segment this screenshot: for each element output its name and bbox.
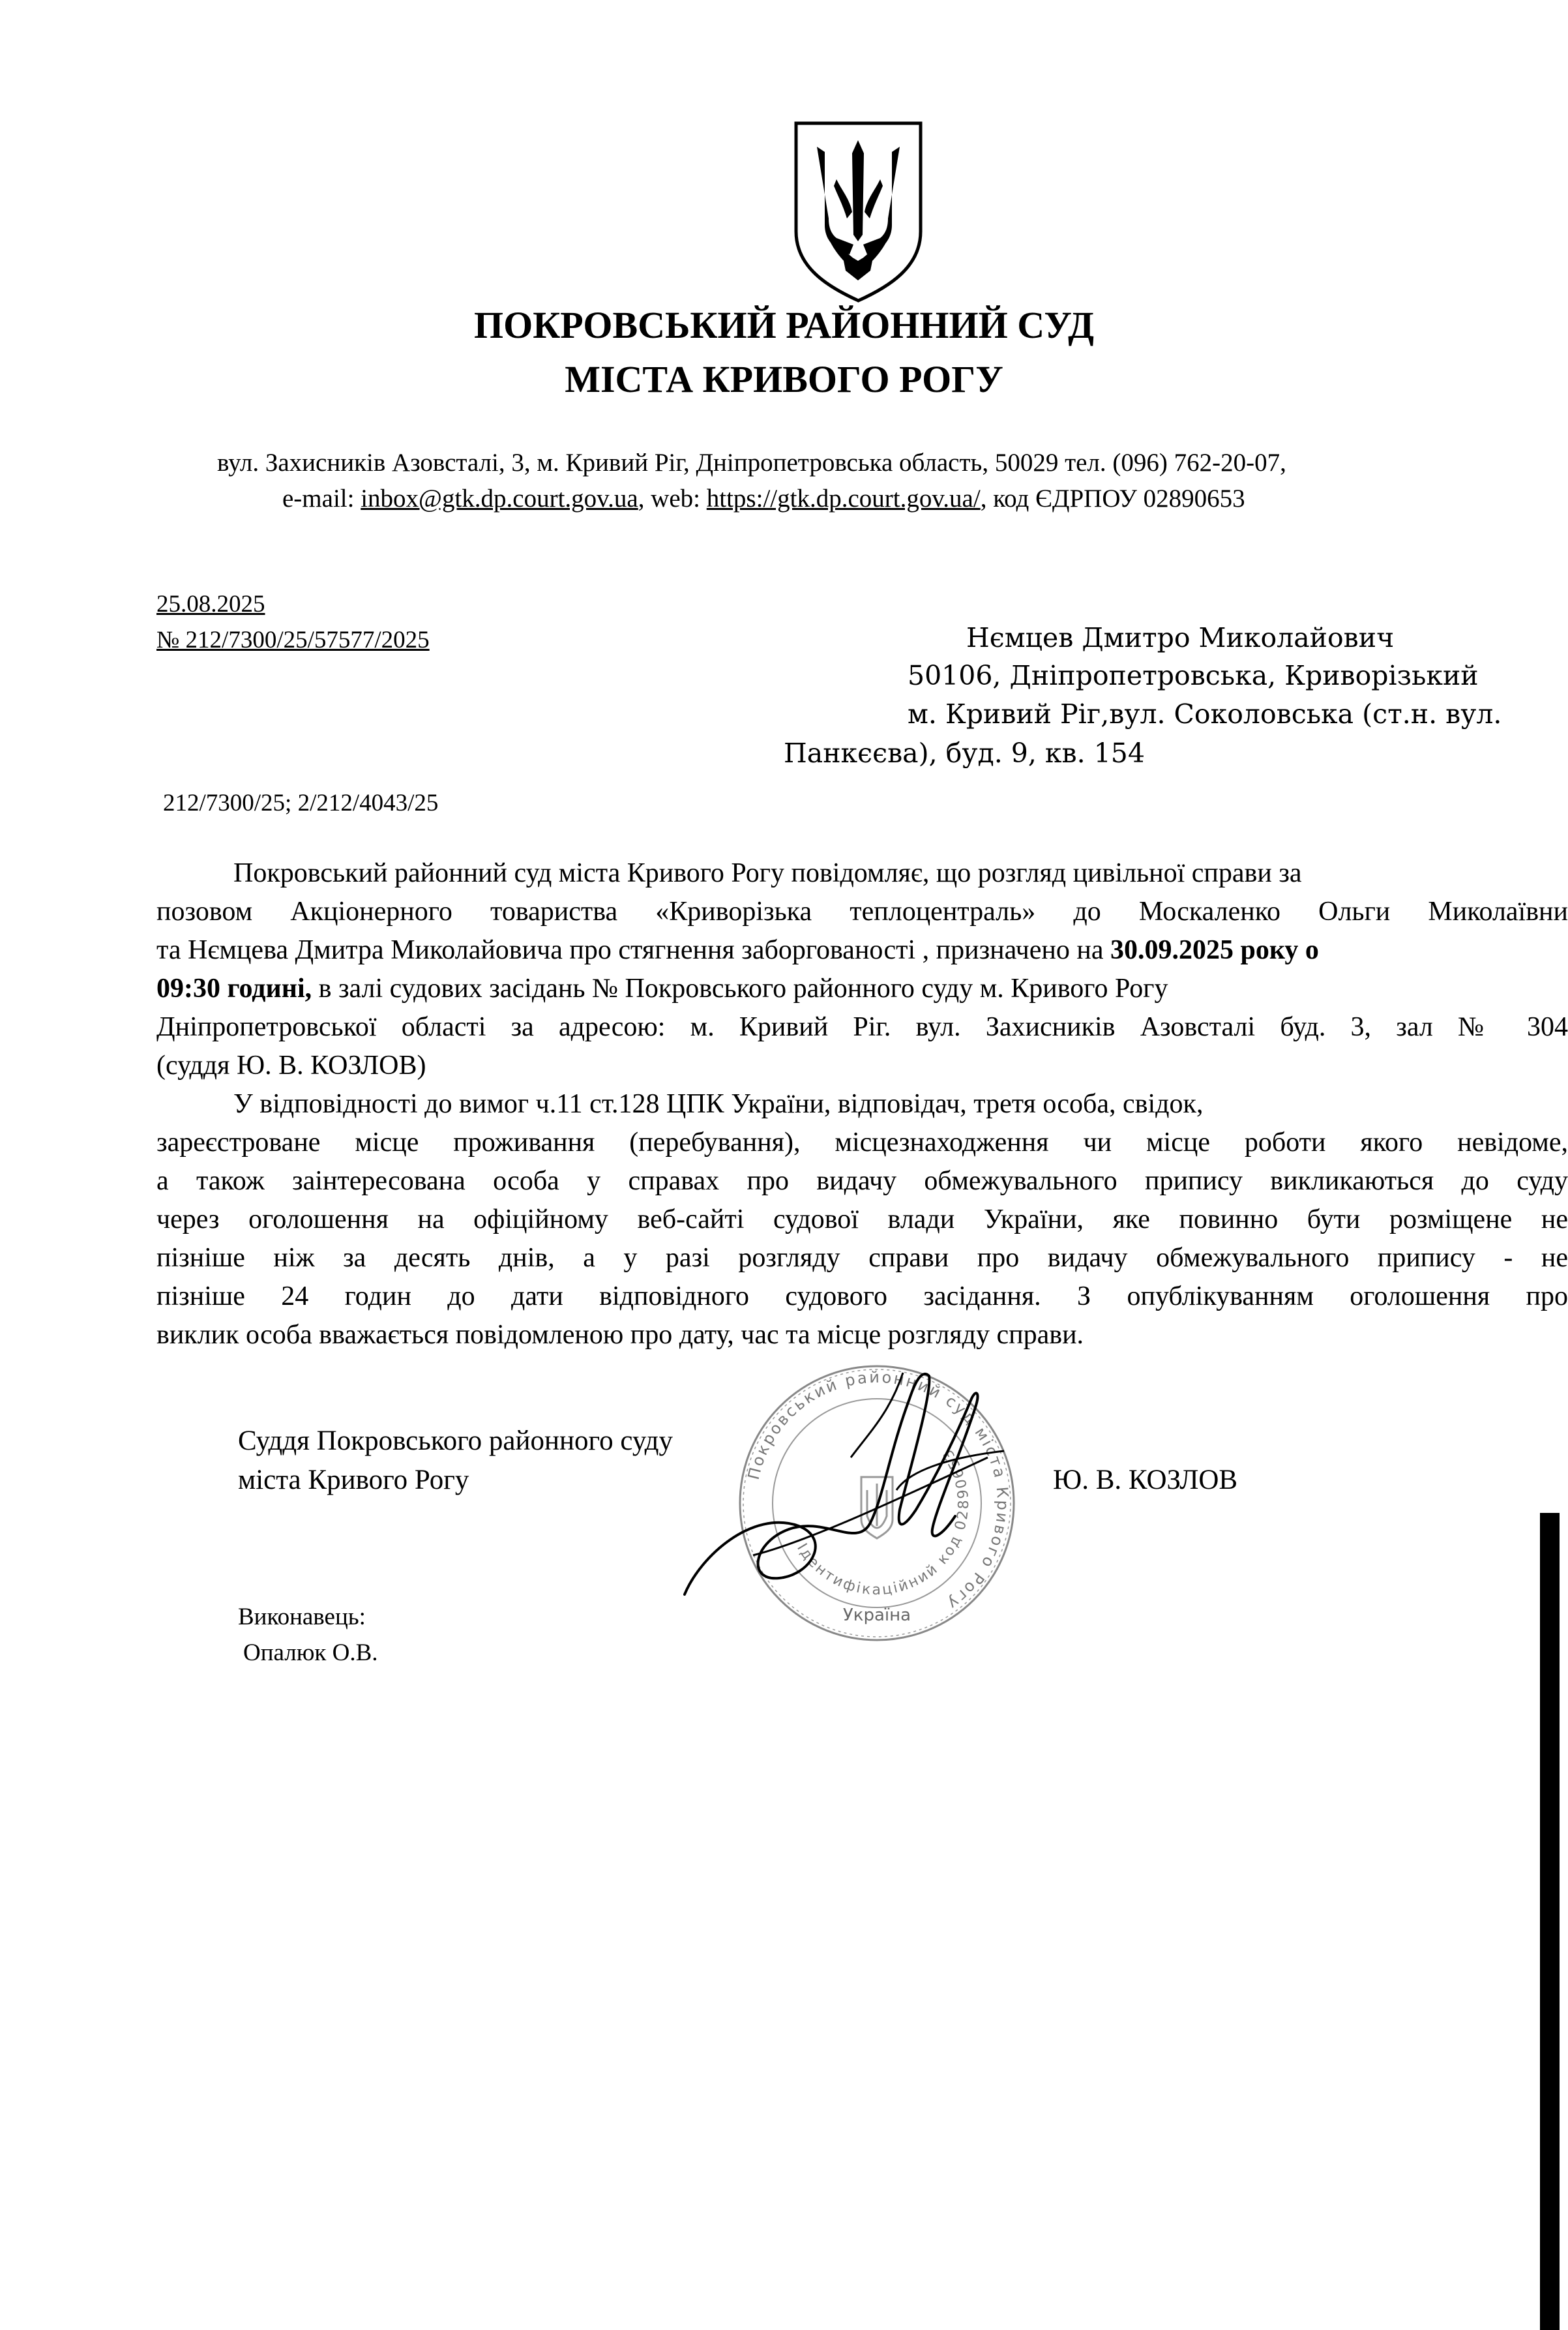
recipient-address-line2: 50106, Дніпропетровська, Криворізький (908, 660, 1479, 691)
coat-of-arms-icon (791, 121, 926, 303)
paragraph2-line2: зареєстроване місце проживання (перебування), місцезнаходження чи місце роботи якого невідоме, (156, 1128, 1568, 1158)
signer-title-line1: Суддя Покровського районного суду (238, 1426, 673, 1456)
letter-date: 25.08.2025 (156, 591, 265, 618)
executor-name: Опалюк О.В. (243, 1639, 378, 1666)
court-address: вул. Захисників Азовсталі, 3, м. Кривий Ріг, Дніпропетровська область, 50029 тел. (096) 762-20-07, (217, 449, 1286, 477)
seal-outer-text: Покровський районний суд міста Кривого Рогу (744, 1367, 1013, 1615)
case-numbers: 212/7300/25; 2/212/4043/25 (163, 790, 439, 816)
email-link[interactable]: inbox@gtk.dp.court.gov.ua (361, 485, 638, 513)
paragraph2-line1: У відповідності до вимог ч.11 ст.128 ЦПК України, відповідач, третя особа, свідок, (233, 1089, 1204, 1119)
paragraph2-line4: через оголошення на офіційному веб-сайті судової влади України, яке повинно бути розміщене не (156, 1204, 1568, 1234)
web-prefix: , web: (638, 485, 707, 513)
edrpou-code: , код ЄДРПОУ 02890653 (980, 485, 1245, 513)
judge-name: Ю. В. КОЗЛОВ (1053, 1465, 1238, 1495)
recipient-address-line3: м. Кривий Ріг,вул. Соколовська (ст.н. вул. (908, 698, 1502, 730)
paragraph1-line4-text: в залі судових засідань № Покровського районного суду м. Кривого Рогу (312, 974, 1168, 1004)
paragraph1-line1: Покровський районний суд міста Кривого Рогу повідомляє, що розгляд цивільної справи за (233, 858, 1302, 888)
recipient-name: Нємцев Дмитро Миколайович (966, 622, 1395, 653)
paragraph2-line3: а також заінтересована особа у справах про видачу обмежувального припису викликаються до суду (156, 1166, 1568, 1196)
seal-country-text: Україна (842, 1606, 911, 1625)
paragraph2-line5: пізніше ніж за десять днів, а у разі розгляду справи про видачу обмежувального припису - не (156, 1243, 1568, 1273)
paragraph1-line2: позовом Акціонерного товариства «Криворізька теплоцентраль» до Москаленко Ольги Миколаївни (156, 897, 1568, 927)
recipient-address-line4: Панкєєва), буд. 9, кв. 154 (784, 738, 1145, 769)
scan-edge-shadow (1540, 1513, 1560, 2330)
paragraph2-line6: пізніше 24 годин до дати відповідного судового засідання. З опублікуванням оголошення про (156, 1281, 1568, 1311)
seal-code-text: Ідентифікаційний код 02890653 (793, 1444, 973, 1599)
paragraph1-line4 (156, 970, 1168, 1008)
court-contacts (282, 486, 1245, 511)
court-name-line1: ПОКРОВСЬКИЙ РАЙОННИЙ СУД (474, 304, 1094, 346)
signer-title-line2: міста Кривого Рогу (238, 1465, 469, 1495)
paragraph1-line5: Дніпропетровської області за адресою: м. Кривий Ріг. вул. Захисників Азовсталі буд. 3, зал № 304 (156, 1012, 1568, 1042)
court-name-line2: МІСТА КРИВОГО РОГУ (565, 358, 1003, 400)
hearing-date: 30.09.2025 року о (1110, 935, 1319, 965)
outgoing-number: № 212/7300/25/57577/2025 (156, 627, 430, 653)
paragraph2-line7: виклик особа вважається повідомленою про дату, час та місце розгляду справи. (156, 1320, 1084, 1350)
executor-label: Виконавець: (238, 1604, 366, 1630)
hearing-time: 09:30 годині, (156, 974, 312, 1004)
website-link[interactable]: https://gtk.dp.court.gov.ua/ (706, 485, 981, 513)
email-prefix: e-mail: (282, 485, 361, 513)
paragraph1-line6: (суддя Ю. В. КОЗЛОВ) (156, 1051, 426, 1081)
handwritten-signature (675, 1360, 1014, 1607)
paragraph1-line3 (156, 931, 1319, 970)
paragraph1-line3-text: та Нємцева Дмитра Миколайовича про стягнення заборгованості , призначено на (156, 935, 1110, 965)
